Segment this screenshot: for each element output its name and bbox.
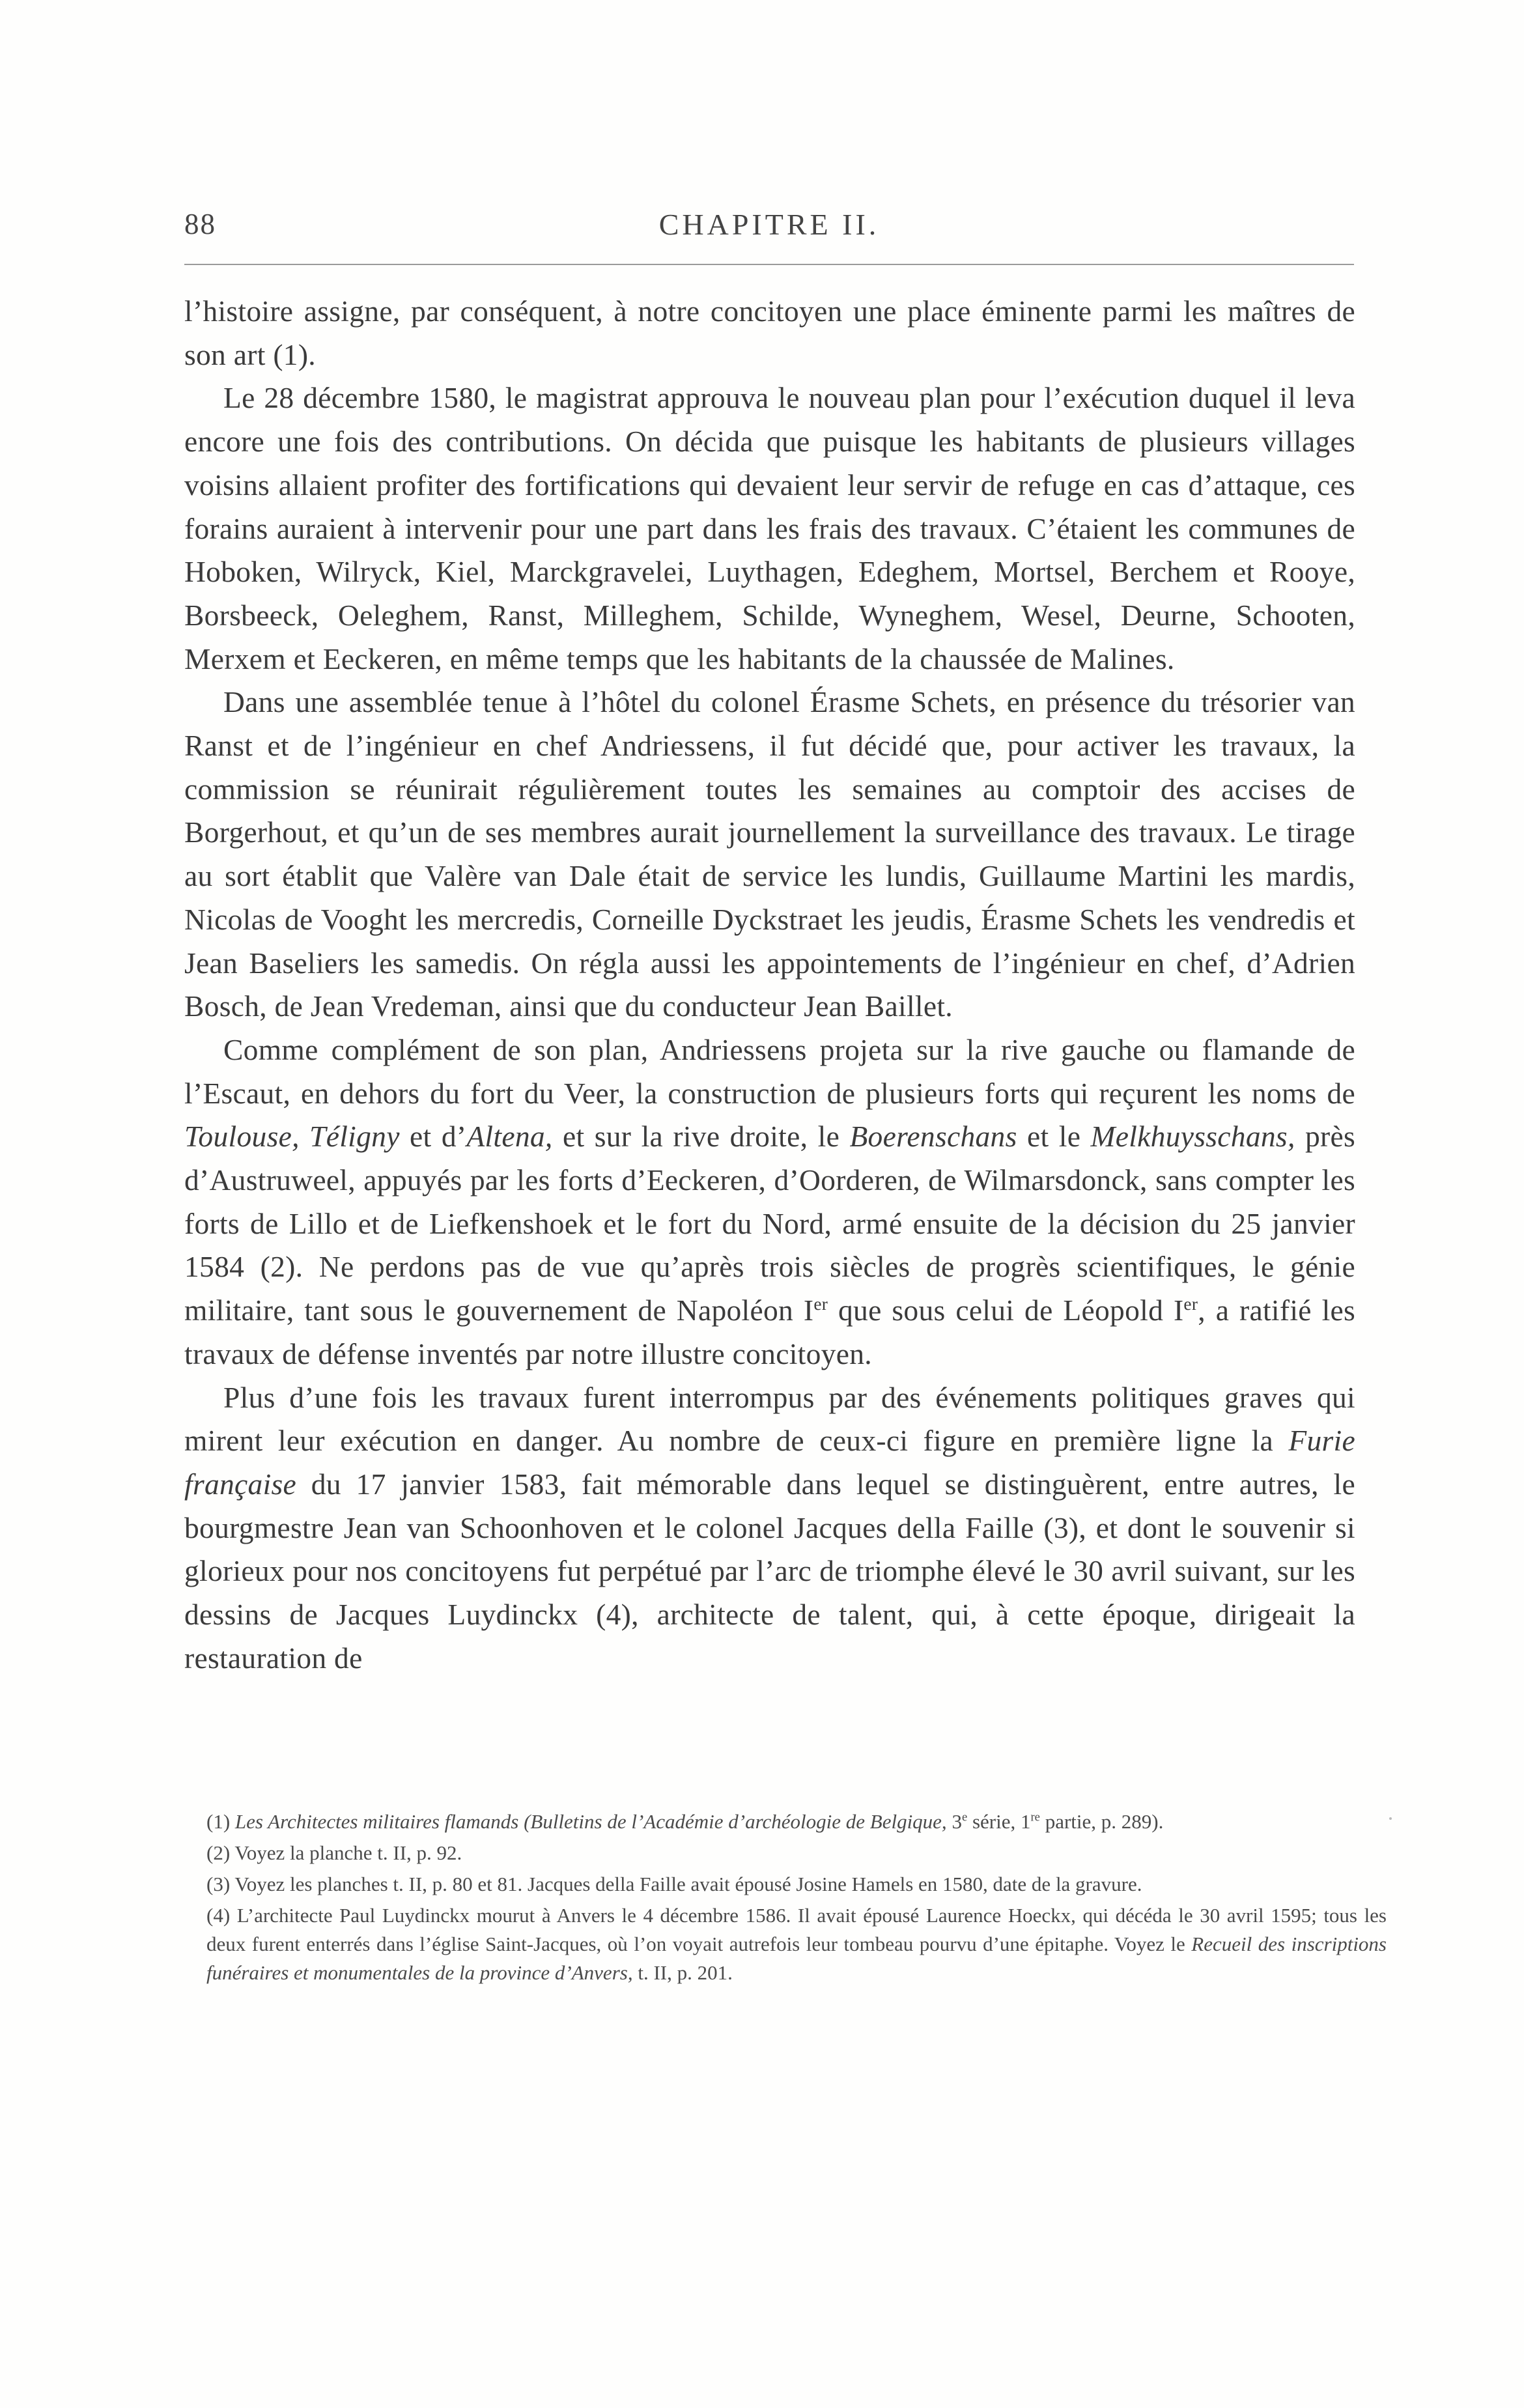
footnote-3: (3) Voyez les planches t. II, p. 80 et 81. Jacques della Faille avait épousé Josine Hamels en 1580, date de la gravure. xyxy=(206,1873,1142,1895)
text-run: du 17 janvier 1583, fait mémorable dans lequel se distinguèrent, entre autres, le bourgmestre Jean van Schoonhoven et le colonel Jacques della Faille (3), et dont le souvenir si glorieux pour nos concitoyens fut perpétué par l’arc de triomphe élevé le 30 avril suivant, sur les dessins de Jacques Luydinckx (4), architecte de talent, qui, à cette époque, dirigeait la restauration de xyxy=(184,1467,1355,1675)
paragraph-5 xyxy=(184,1376,1355,1680)
text-run: Plus d’une fois les travaux furent interrompus par des événements politiques graves qui mirent leur exécution en danger. Au nombre de ceux-ci figure en première ligne la xyxy=(184,1380,1355,1458)
paragraph-3: Dans une assemblée tenue à l’hôtel du colonel Érasme Schets, en présence du trésorier van Ranst et de l’ingénieur en chef Andriessens, il fut décidé que, pour activer les travaux, la commission se réunirait régulièrement toutes les semaines au comptoir des accises de Borgerhout, et qu’un de ses membres aurait journellement la surveillance des travaux. Le tirage au sort établit que Valère van Dale était de service les lundis, Guillaume Martini les mardis, Nicolas de Vooght les mercredis, Corneille Dyckstraet les jeudis, Érasme Schets les vendredis et Jean Baseliers les samedis. On régla aussi les appointements de l’ingénieur en chef, d’Adrien Bosch, de Jean Vredeman, ainsi que du conducteur Jean Baillet. xyxy=(184,685,1355,1023)
paragraph-4 xyxy=(184,1028,1355,1376)
text-run: (4) L’architecte Paul Luydinckx mourut à Anvers le 4 décembre 1586. Il avait épousé Laurence Hoeckx, qui décéda le 30 avril 1595; tous les deux furent enterrés dans l’église Saint-Jacques, où l’on voyait autrefois leur tombeau pourvu d’une épitaphe. Voyez le xyxy=(206,1904,1387,1955)
text-run: que sous celui de Léopold I xyxy=(828,1294,1184,1327)
paragraph-2: Le 28 décembre 1580, le magistrat approuva le nouveau plan pour l’exécution duquel il leva encore une fois des contributions. On décida que puisque les habitants de plusieurs villages voisins allaient profiter des fortifications qui devaient leur servir de refuge en cas d’attaque, ces forains auraient à intervenir pour une part dans les frais des travaux. C’étaient les communes de Hoboken, Wilryck, Kiel, Marckgravelei, Luythagen, Edeghem, Mortsel, Berchem et Rooye, Borsbeeck, Oeleghem, Ranst, Milleghem, Schilde, Wyneghem, Wesel, Deurne, Schooten, Merxem et Eeckeren, en même temps que les habitants de la chaussée de Malines. xyxy=(184,381,1355,675)
text-run: Comme complément de son plan, Andriessens projeta sur la rive gauche ou flamande de l’Escaut, en dehors du fort du Veer, la construction de plusieurs forts qui reçurent les noms de xyxy=(184,1032,1355,1110)
page-header xyxy=(184,207,1354,246)
text-run: et le xyxy=(1017,1120,1091,1154)
text-run: t. II, p. 201. xyxy=(632,1961,733,1984)
text-run: près d’Austruweel, appuyés par les forts d’Eeckeren, d’Oorderen, de Wilmarsdonck, sans compter les forts de Lillo et de Liefkenshoek et le fort du Nord, armé ensuite de la décision du 25 janvier 1584 (2). Ne perdons pas de vue qu’après trois siècles de progrès scientifiques, le génie militaire, tant sous le gouvernement de Napoléon I xyxy=(184,1120,1355,1327)
italic-fort-name: Téligny xyxy=(309,1120,400,1154)
superscript: re xyxy=(1030,1810,1040,1824)
superscript: er xyxy=(1183,1294,1198,1314)
text-run: 3 xyxy=(946,1810,962,1833)
italic-event-name: Furie française xyxy=(184,1424,1355,1501)
italic-title: Recueil des inscriptions funéraires et monumentales de la province d’Anvers, xyxy=(206,1933,1387,1984)
running-title: CHAPITRE II. xyxy=(658,208,880,241)
text-run xyxy=(300,1120,309,1153)
margin-speck xyxy=(1389,1817,1392,1820)
italic-fort-name: Melkhuysschans, xyxy=(1090,1120,1295,1154)
text-run: série, 1 xyxy=(967,1810,1031,1833)
paragraph-1: l’histoire assigne, par conséquent, à notre concitoyen une place éminente parmi les maîtres de son art (1). xyxy=(184,294,1355,371)
footnotes xyxy=(206,1807,1387,1990)
header-rule xyxy=(184,264,1354,265)
superscript: e xyxy=(961,1810,968,1824)
italic-fort-name: Toulouse, xyxy=(184,1120,300,1154)
superscript: er xyxy=(813,1294,828,1314)
text-run: et sur la rive droite, le xyxy=(552,1120,850,1154)
footnote-number: (1) xyxy=(206,1810,235,1833)
text-run: et d’ xyxy=(399,1120,467,1154)
italic-title: Les Architectes militaires flamands (Bulletins de l’Académie d’archéologie de Belgique, xyxy=(234,1810,947,1833)
italic-fort-name: Altena, xyxy=(466,1120,553,1154)
footnote-1 xyxy=(206,1807,1387,1836)
footnote-2: (2) Voyez la planche t. II, p. 92. xyxy=(206,1841,462,1864)
main-text xyxy=(184,290,1355,1680)
text-run: partie, p. 289). xyxy=(1039,1810,1164,1833)
text-run: , a ratifié les travaux de défense inventés par notre illustre concitoyen. xyxy=(184,1294,1356,1370)
footnote-4 xyxy=(206,1901,1387,1987)
page-number: 88 xyxy=(184,208,216,240)
italic-fort-name: Boerenschans xyxy=(849,1120,1017,1154)
